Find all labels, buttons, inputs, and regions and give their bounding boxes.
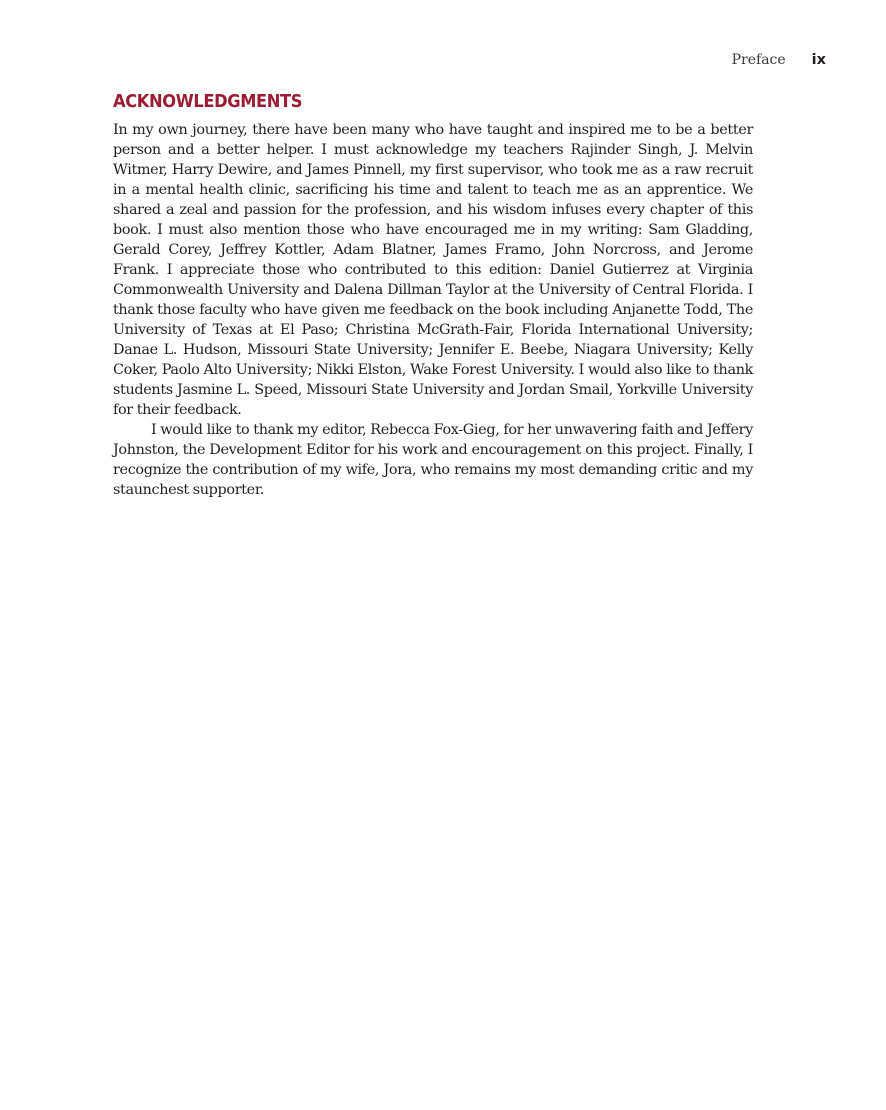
acknowledgments-section (113, 92, 753, 500)
running-head-section: Preface (731, 52, 786, 68)
body-paragraph: I would like to thank my editor, Rebecca Fox-Gieg, for her unwavering faith and Jeffery Johnston, the Development Editor for his work and encouragement on this project. Finally, I recognize the contribution of my wife, Jora, who remains my most demanding critic and my staunchest supporter. (113, 422, 753, 498)
running-head (732, 52, 826, 68)
body-paragraph: In my own journey, there have been many who have taught and inspired me to be a better person and a better helper. I must acknowledge my teachers Rajinder Singh, J. Melvin Witmer, Harry Dewire, and James Pinnell, my first supervisor, who took me as a raw recruit in a mental health clinic, sacrificing his time and talent to teach me as an apprentice. We shared a zeal and passion for the profession, and his wisdom infuses every chapter of this book. I must also mention those who have encouraged me in my writing: Sam Gladding, Gerald Corey, Jeffrey Kottler, Adam Blatner, James Framo, John Norcross, and Jerome Frank. I appreciate those who contributed to this edition: Daniel Gutierrez at Virginia Commonwealth University and Dalena Dillman Taylor at the University of Central Florida. I thank those faculty who have given me feedback on the book including Anjanette Todd, The University of Texas at El Paso; Christina McGrath-Fair, Florida International University; Danae L. Hudson, Missouri State University; Jennifer E. Beebe, Niagara University; Kelly Coker, Paolo Alto University; Nikki Elston, Wake Forest University. I would also like to thank students Jasmine L. Speed, Missouri State University and Jordan Smail, Yorkville University for their feedback. (113, 122, 753, 418)
section-heading: ACKNOWLEDGMENTS (113, 92, 303, 112)
page-number: ix (811, 52, 826, 68)
